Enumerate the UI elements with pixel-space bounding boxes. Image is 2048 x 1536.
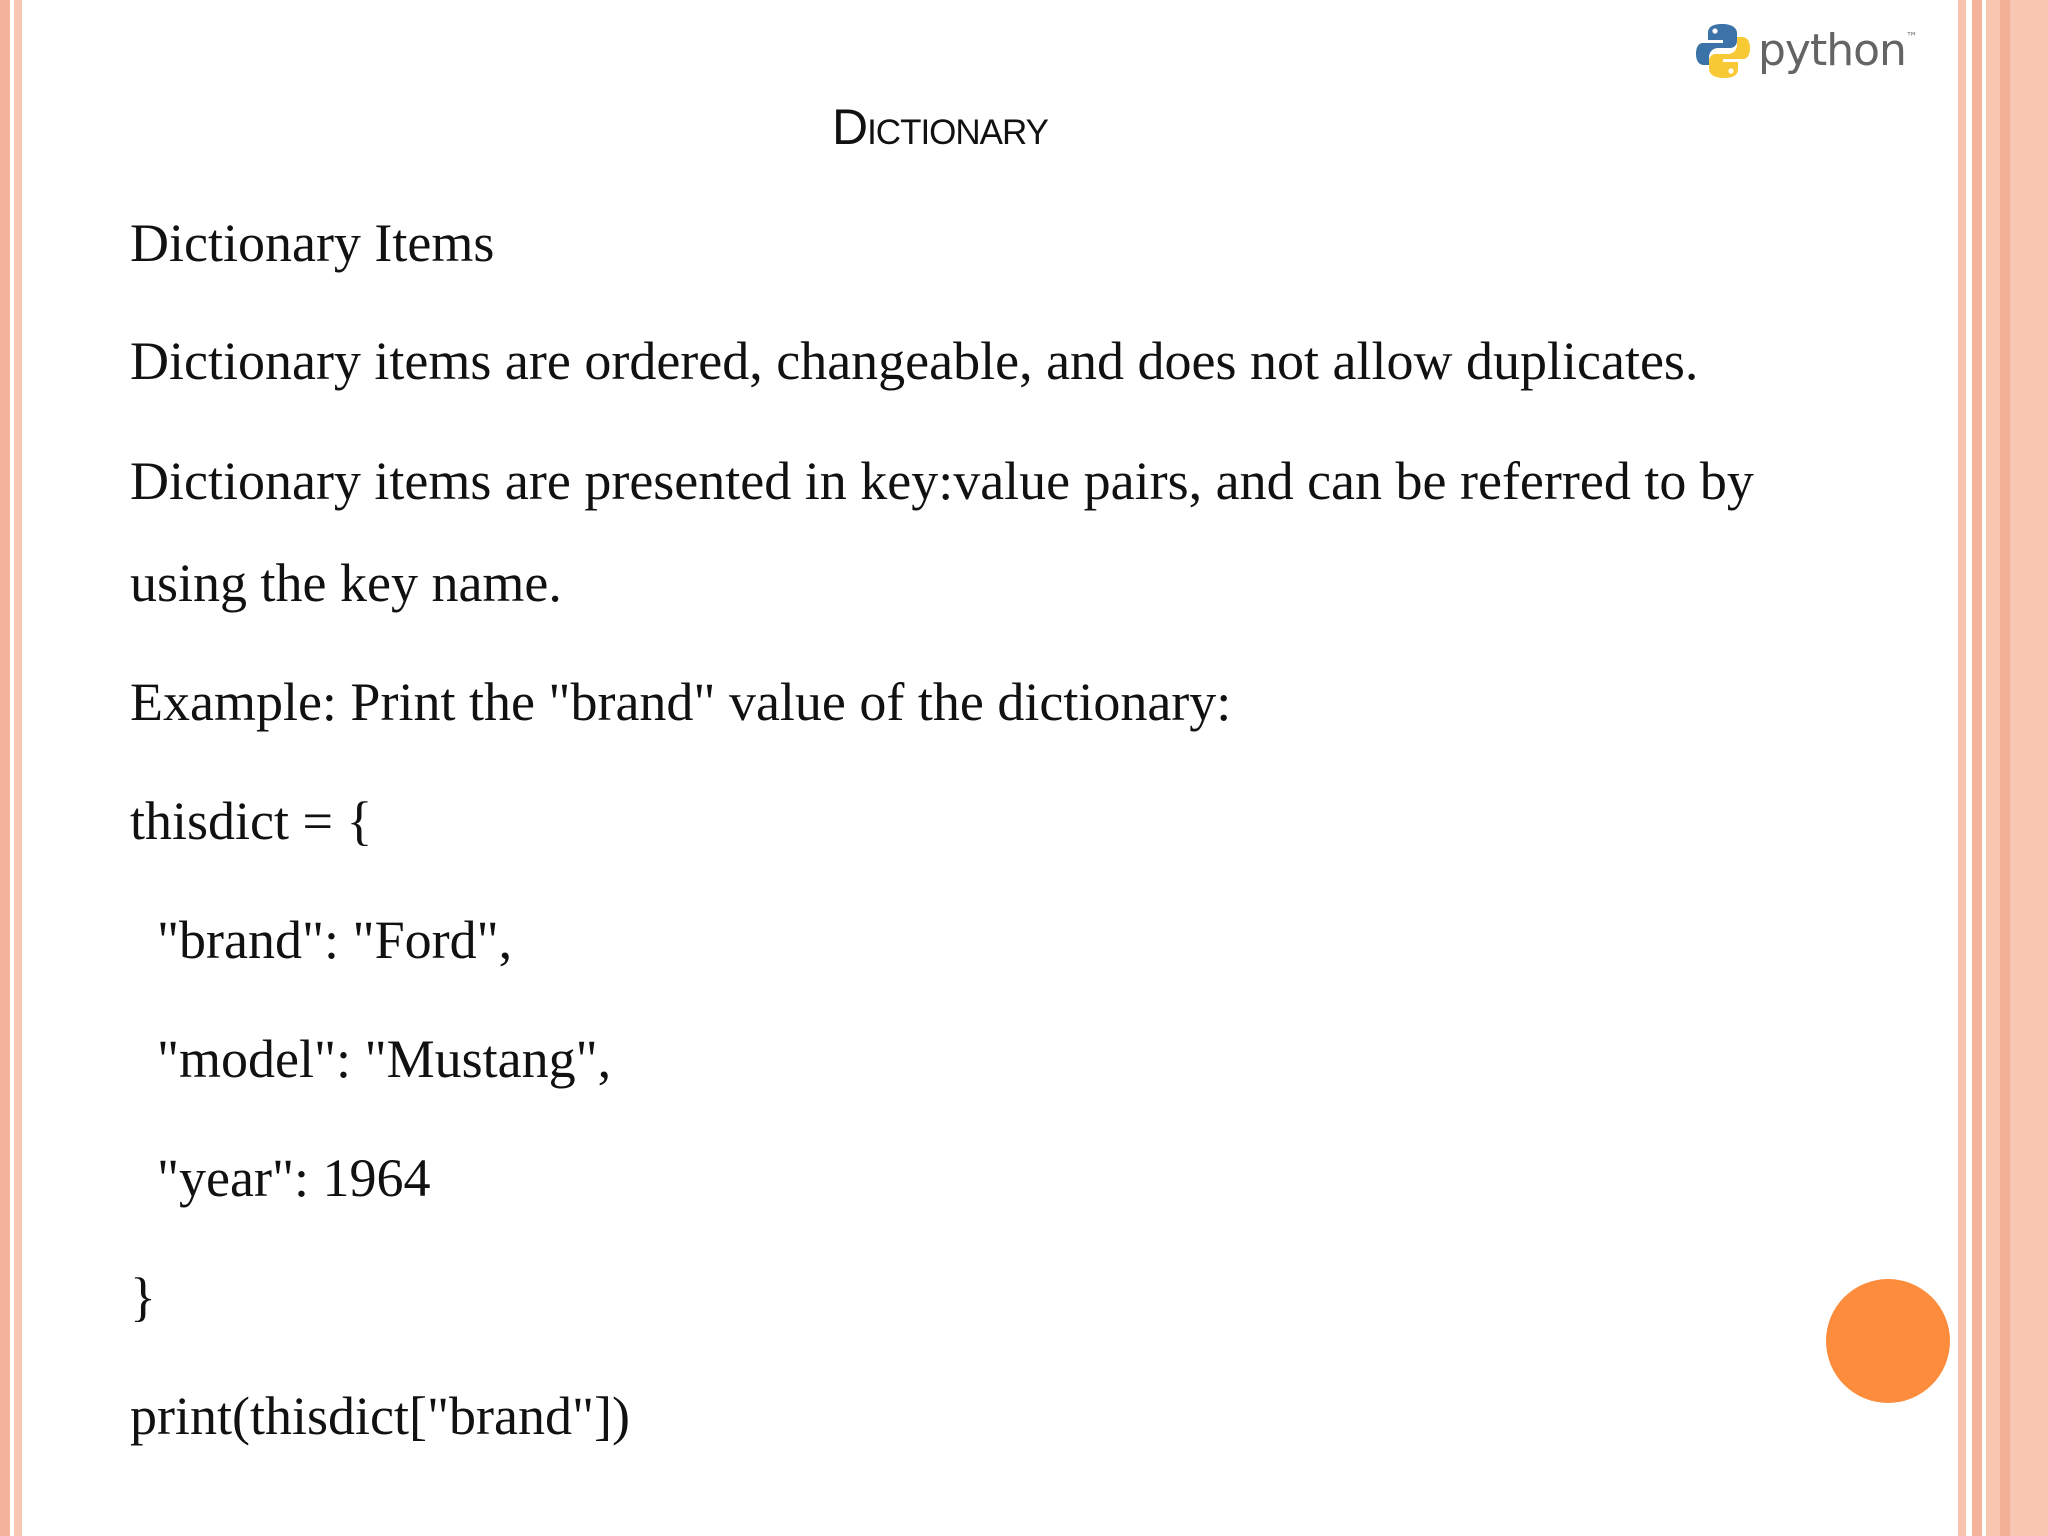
code-line: } <box>130 1267 156 1327</box>
python-logo <box>1696 18 1926 84</box>
right-border-band-line <box>2000 0 2010 1536</box>
right-border-stripe-inner <box>1958 0 1966 1536</box>
code-line: "brand": "Ford", <box>130 910 513 970</box>
code-line: "year": 1964 <box>130 1148 431 1208</box>
code-line: print(thisdict["brand"]) <box>130 1386 630 1446</box>
python-logo-icon <box>1696 22 1750 80</box>
body-paragraph: Dictionary items are ordered, changeable, and does not allow duplicates. <box>130 331 1699 391</box>
python-logo-trademark: ™ <box>1905 30 1918 44</box>
body-paragraph: Dictionary items are presented in key:value pairs, and can be referred to by <box>130 451 1754 511</box>
right-border-stripe <box>1972 0 1982 1536</box>
section-heading: Dictionary Items <box>130 213 495 273</box>
left-border-stripe <box>0 0 10 1536</box>
example-caption: Example: Print the "brand" value of the dictionary: <box>130 672 1232 732</box>
code-line: thisdict = { <box>130 791 373 851</box>
left-border-stripe-inner <box>14 0 22 1536</box>
right-border-band <box>1986 0 2048 1536</box>
decorative-orange-circle <box>1826 1279 1950 1403</box>
code-line: "model": "Mustang", <box>130 1029 612 1089</box>
slide-title: Dictionary <box>831 99 1049 155</box>
python-logo-text: python <box>1758 25 1906 76</box>
body-paragraph-continued: using the key name. <box>130 553 562 613</box>
